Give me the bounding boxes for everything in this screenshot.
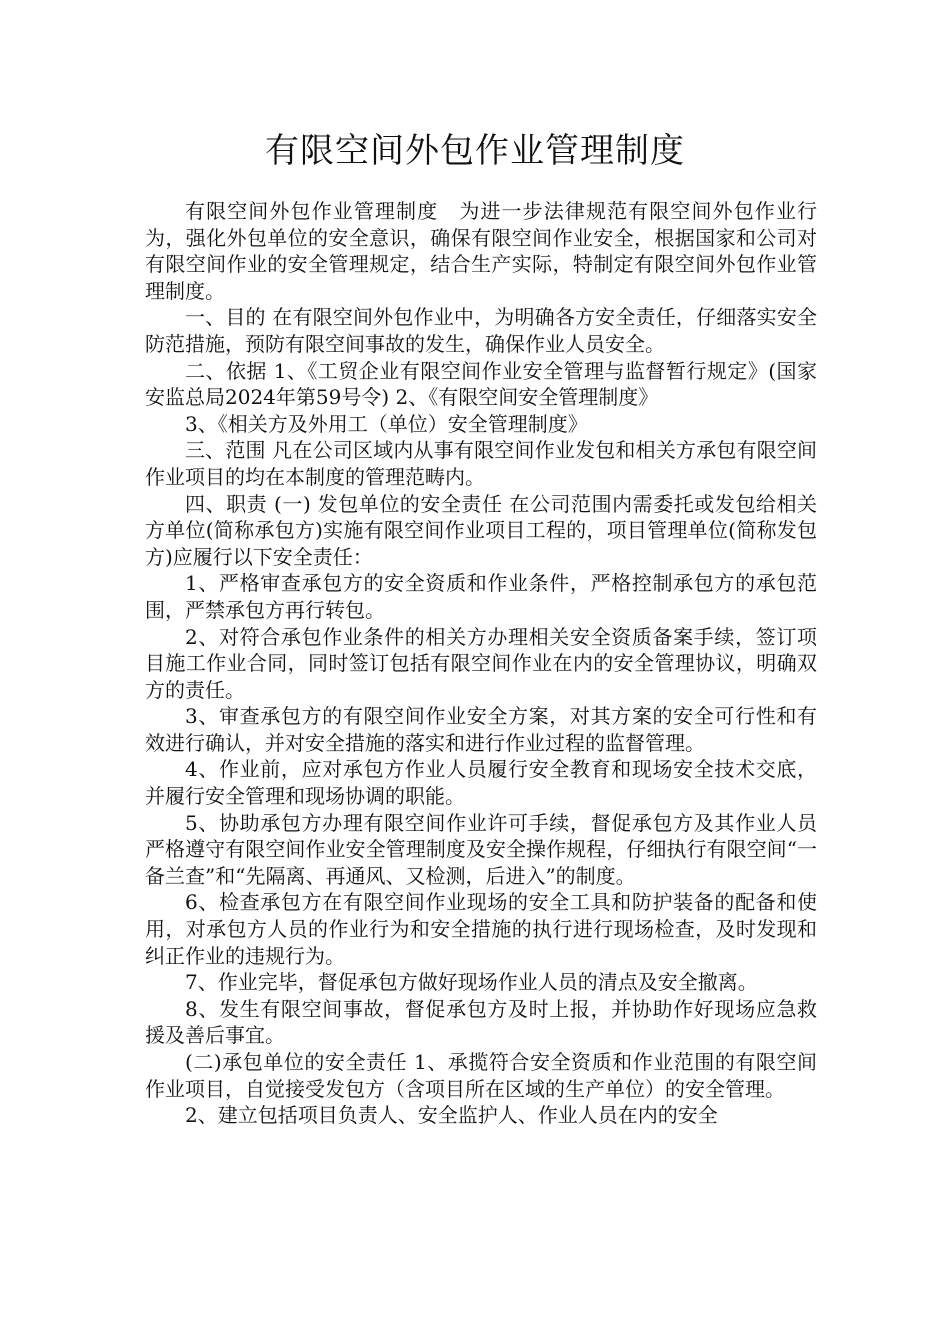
paragraph-contractor-item-2: 2、建立包括项目负责人、安全监护人、作业人员在内的安全	[185, 1103, 718, 1128]
paragraph-item-5: 5、协助承包方办理有限空间作业许可手续，督促承包方及其作业人员严格遵守有限空间作业安全管理制度及安全操作规程，仔细执行有限空间“一备兰查”和“先隔离、再通风、又检测，后进入”的制度。	[145, 810, 817, 888]
paragraph-item-7: 7、作业完毕，督促承包方做好现场作业人员的清点及安全撤离。	[185, 970, 758, 995]
paragraph-contractor-duties: (二)承包单位的安全责任 1、承揽符合安全资质和作业范围的有限空间作业项目，自觉接受发包方（含项目所在区域的生产单位）的安全管理。	[145, 1050, 817, 1101]
paragraph-purpose: 一、目的 在有限空间外包作业中，为明确各方安全责任，仔细落实安全防范措施，预防有限空间事故的发生，确保作业人员安全。	[145, 305, 817, 356]
document-title: 有限空间外包作业管理制度	[265, 131, 685, 171]
paragraph-scope: 三、范围 凡在公司区域内从事有限空间作业发包和相关方承包有限空间作业项目的均在本制度的管理范畴内。	[145, 438, 817, 489]
paragraph-intro: 有限空间外包作业管理制度 为进一步法律规范有限空间外包作业行为，强化外包单位的安全意识，确保有限空间作业安全，根据国家和公司对有限空间作业的安全管理规定，结合生产实际，特制定有限空间外包作业管理制度。	[145, 199, 817, 303]
paragraph-item-2: 2、对符合承包作业条件的相关方办理相关安全资质备案手续，签订项目施工作业合同，同时签订包括有限空间作业在内的安全管理协议，明确双方的责任。	[145, 624, 817, 702]
paragraph-basis-3: 3、《相关方及外用工（单位）安全管理制度》	[185, 411, 588, 436]
paragraph-item-1: 1、严格审查承包方的安全资质和作业条件，严格控制承包方的承包范围，严禁承包方再行转包。	[145, 571, 817, 622]
document-body	[145, 198, 817, 1129]
paragraph-item-6: 6、检查承包方在有限空间作业现场的安全工具和防护装备的配备和使用，对承包方人员的作业行为和安全措施的执行进行现场检查，及时发现和纠正作业的违规行为。	[145, 890, 817, 968]
paragraph-item-3: 3、审查承包方的有限空间作业安全方案，对其方案的安全可行性和有效进行确认，并对安全措施的落实和进行作业过程的监督管理。	[145, 704, 817, 755]
paragraph-item-4: 4、作业前，应对承包方作业人员履行安全教育和现场安全技术交底，并履行安全管理和现场协调的职能。	[145, 757, 817, 809]
paragraph-responsibilities: 四、职责 (一) 发包单位的安全责任 在公司范围内需委托或发包给相关方单位(简称承包方)实施有限空间作业项目工程的，项目管理单位(简称发包方)应履行以下安全责任：	[145, 491, 817, 569]
paragraph-item-8: 8、发生有限空间事故，督促承包方及时上报，并协助作好现场应急救援及善后事宜。	[145, 996, 817, 1048]
paragraph-basis: 二、依据 1、《工贸企业有限空间作业安全管理与监督暂行规定》(国家安监总局2024年第59号令) 2、《有限空间安全管理制度》	[145, 358, 817, 410]
